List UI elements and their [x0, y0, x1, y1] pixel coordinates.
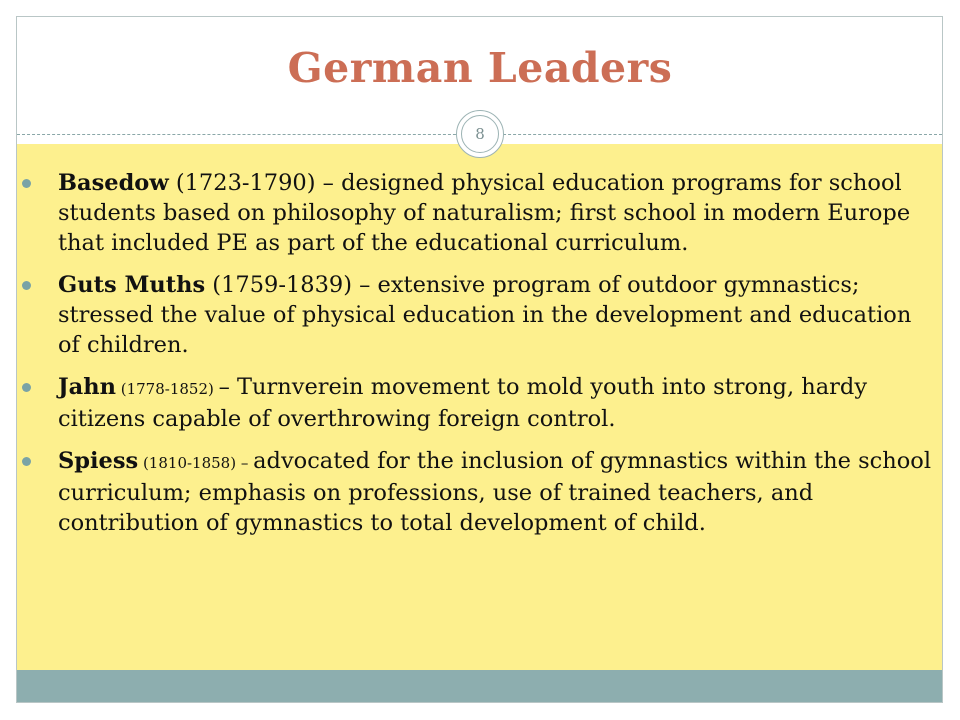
leader-description: – Turnverein movement to mold youth into strong, hardy citizens capable of overthrowing foreign control.: [58, 374, 868, 432]
leader-name: Spiess: [58, 448, 139, 474]
bullet-icon: [22, 457, 31, 466]
leader-name: Guts Muths: [58, 272, 206, 298]
page-number-badge: [456, 110, 504, 158]
page-number: 8: [461, 115, 499, 153]
leader-dates: (1778-1852): [115, 380, 219, 398]
leader-description: advocated for the inclusion of gymnastics within the school curriculum; emphasis on professions, use of trained teachers, and contribution of gymnastics to total development of child.: [58, 448, 932, 536]
bullet-icon: [22, 281, 31, 290]
bullet-item-spiess: [58, 446, 938, 538]
leader-description: – extensive program of outdoor gymnastics; stressed the value of physical education in the development and education of children.: [58, 272, 912, 358]
leader-dates: (1810-1858) –: [138, 454, 254, 472]
bullet-icon: [22, 383, 31, 392]
bullet-item-jahn: [58, 372, 938, 434]
bullet-list: [58, 168, 938, 550]
leader-name: Basedow: [58, 170, 169, 196]
leader-dates: (1723-1790): [168, 170, 323, 196]
bullet-item-guts-muths: [58, 270, 938, 360]
leader-name: Jahn: [58, 374, 116, 400]
leader-dates: (1759-1839): [205, 272, 360, 298]
leader-description: – designed physical education programs for school students based on philosophy of naturalism; first school in modern Europe that included PE as part of the educational curriculum.: [58, 170, 911, 256]
footer-bar: [17, 670, 942, 702]
bullet-item-basedow: [58, 168, 938, 258]
slide-title: German Leaders: [287, 44, 673, 92]
bullet-icon: [22, 179, 31, 188]
